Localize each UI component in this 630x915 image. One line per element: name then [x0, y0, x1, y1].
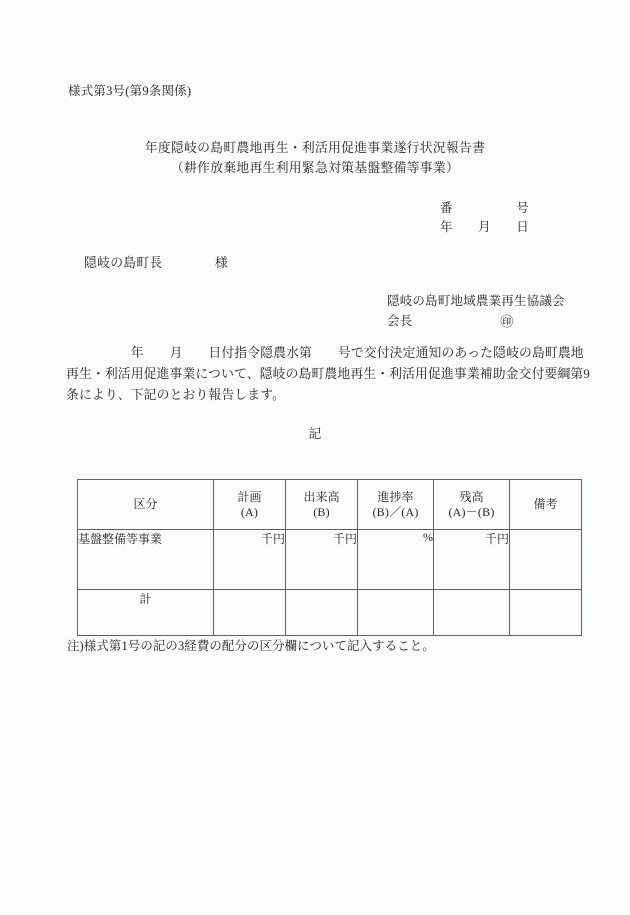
table-header-done-main: 出来高	[303, 489, 340, 504]
row-label-infrastructure: 基盤整備等事業	[78, 530, 214, 590]
table-header-balance	[434, 480, 510, 530]
cell-total-rate[interactable]	[358, 590, 434, 636]
table-header-rate	[358, 480, 434, 530]
body-paragraph	[66, 343, 590, 406]
table-row-total	[78, 590, 582, 636]
document-title: 年度隠岐の島町農地再生・利活用促進事業遂行状況報告書	[144, 141, 486, 155]
table-header-done	[286, 480, 358, 530]
body-line-2: 再生・利活用促進事業について、隠岐の島町農地再生・利活用促進事業補助金交付要綱第9	[66, 367, 590, 381]
seal-stamp-icon: ㊞	[500, 313, 514, 329]
body-line-1: 年 月 日付指令隠農水第 号で交付決定通知のあった隠岐の島町農地	[66, 346, 584, 360]
table-header-plan-main: 計画	[237, 489, 262, 504]
table-header-kubun	[78, 480, 214, 530]
table-header-done-sub: (B)	[313, 504, 330, 519]
row-label-total: 計	[78, 590, 214, 636]
table-header-row	[78, 480, 582, 530]
addressee-line: 隠岐の島町長 様	[84, 256, 229, 270]
document-subtitle: （耕作放棄地再生利用緊急対策基盤整備等事業）	[170, 161, 460, 175]
table-header-balance-main: 残高	[459, 489, 484, 504]
document-date-line: 年 月 日	[440, 220, 529, 234]
cell-total-done[interactable]	[286, 590, 358, 636]
table-header-remarks-main: 備考	[533, 497, 558, 511]
table-row	[78, 530, 582, 590]
cell-balance-unit[interactable]: 千円	[434, 530, 510, 590]
document-title-block	[0, 139, 630, 178]
table-header-plan	[214, 480, 286, 530]
signer-role: 会長	[387, 314, 413, 328]
signer-block	[387, 291, 565, 331]
table-header-balance-sub: (A)－(B)	[448, 504, 495, 519]
signer-role-row	[387, 311, 565, 331]
table-header-plan-sub: (A)	[240, 504, 259, 519]
ki-marker: 記	[308, 427, 322, 441]
progress-report-table	[77, 479, 582, 636]
signer-organization: 隠岐の島町地域農業再生協議会	[387, 294, 565, 308]
table-header-rate-main: 進捗率	[377, 489, 414, 504]
table-header-remarks	[510, 480, 582, 530]
document-number-line: 番 号	[440, 201, 529, 215]
document-meta-block	[440, 199, 529, 237]
cell-total-plan[interactable]	[214, 590, 286, 636]
cell-total-balance[interactable]	[434, 590, 510, 636]
form-number-label: 様式第3号(第9条関係)	[68, 84, 192, 98]
cell-rate-unit[interactable]: %	[358, 530, 434, 590]
table-header-rate-sub: (B)／(A)	[372, 504, 419, 519]
body-line-3: 条により、下記のとおり報告します。	[66, 388, 286, 402]
table-header-kubun-main: 区分	[133, 497, 158, 511]
footnote-text: 注)様式第1号の記の3経費の配分の区分欄について記入すること。	[67, 639, 435, 653]
cell-plan-unit[interactable]: 千円	[214, 530, 286, 590]
cell-done-unit[interactable]: 千円	[286, 530, 358, 590]
cell-total-remarks[interactable]	[510, 590, 582, 636]
cell-remarks[interactable]	[510, 530, 582, 590]
